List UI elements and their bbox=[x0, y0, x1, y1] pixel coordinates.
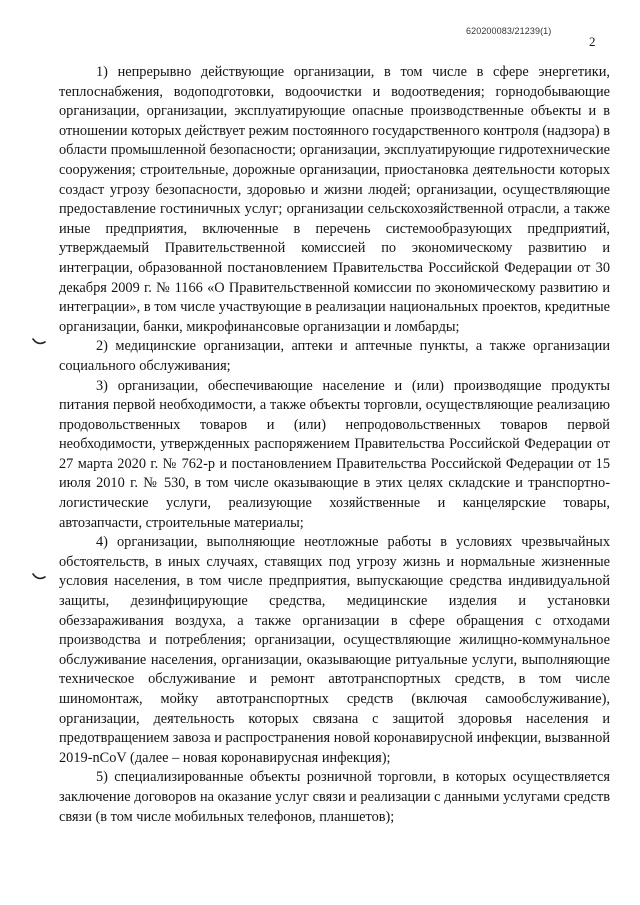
paragraph-item-4: 4) организации, выполняющие неотложные работы в условиях чрезвычайных обстоятельств, в иных случаях, ставящих под угрозу жизнь и нормальные жизненные условия населения, в том числе предприятия, выпускающие средства индивидуальной защиты, дезинфицирующие средства, медицинские изделия и установки обеззараживания воздуха, а также организации в сфере обращения с отходами производства и потребления; организации, осуществляющие жилищно-коммунальное обслуживание населения, организации, оказывающие ритуальные услуги, выполняющие техническое обслуживание и ремонт автотранспортных средств, в том числе шиномонтаж, мойку автотранспортных средств (включая самообслуживание), организации, деятельность которых связана с защитой здоровья населения и предотвращением завоза и распространения новой коронавирусной инфекции, вызванной 2019-nCoV (далее – новая коронавирусная инфекция); bbox=[59, 534, 610, 766]
margin-mark-2 bbox=[32, 573, 46, 581]
paragraph-item-5: 5) специализированные объекты розничной торговли, в которых осуществляется заключение договоров на оказание услуг связи и реализации с данными услугами средств связи (в том числе мобильных телефонов, планшетов); bbox=[59, 769, 610, 825]
paragraph-item-2: 2) медицинские организации, аптеки и аптечные пункты, а также организации социального обслуживания; bbox=[59, 338, 610, 374]
paragraph-item-1: 1) непрерывно действующие организации, в том числе в сфере энергетики, теплоснабжения, водоподготовки, водоочистки и водоотведения; горнодобывающие организации, организации, эксплуатирующие опасные производственные объекты и в отношении которых действует режим постоянного государственного контроля (надзора) в области промышленной безопасности; организации, эксплуатирующие гидротехнические сооружения; строительные, дорожные организации, приостановка деятельности которых создаст угрозу безопасности, здоровью и жизни людей; организации, осуществляющие предоставление гостиничных услуг; организации сельскохозяйственной отрасли, а также иные предприятия, включенные в перечень системообразующих предприятий, утверждаемый Правительственной комиссией по экономическому развитию и интеграции, образованной постановлением Правительства Российской Федерации от 30 декабря 2009 г. № 1166 «О Правительственной комиссии по экономическому развитию и интеграции», в том числе участвующие в реализации национальных проектов, кредитные организации, банки, микрофинансовые организации и ломбарды; bbox=[59, 64, 610, 335]
paragraph-item-3: 3) организации, обеспечивающие население и (или) производящие продукты питания первой необходимости, а также объекты торговли, осуществляющие реализацию продовольственных товаров и (или) непродовольственных товаров первой необходимости, утвержденных распоряжением Правительства Российской Федерации от 27 марта 2020 г. № 762-р и постановлением Правительства Российской Федерации от 15 июля 2010 г. № 530, в том числе оказывающие в этих целях складские и транспортно-логистические услуги, реализующие хозяйственные и канцелярские товары, автозапчасти, строительные материалы; bbox=[59, 377, 610, 531]
page-number: 2 bbox=[589, 34, 596, 49]
document-id: 620200083/21239(1) bbox=[466, 26, 552, 36]
margin-mark-1 bbox=[32, 338, 46, 346]
document-body bbox=[59, 63, 610, 827]
